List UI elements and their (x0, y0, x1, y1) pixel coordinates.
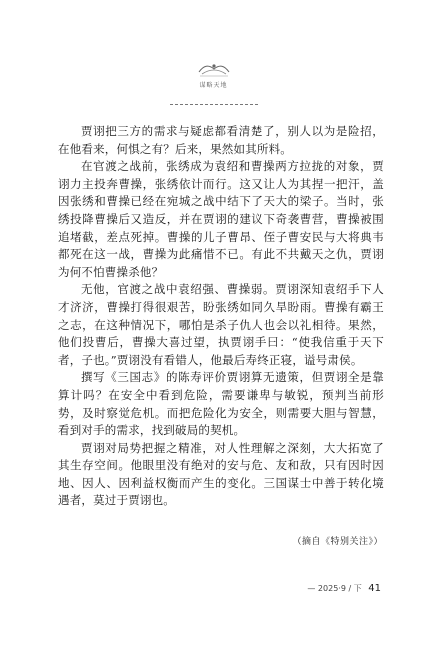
column-logo-icon (197, 60, 231, 78)
issue-label: — 2025·9 / 下 (307, 584, 362, 593)
page-header (0, 60, 427, 89)
paragraph: 撰写《三国志》的陈寿评价贾诩算无遗策，但贾诩全是靠算计吗？在安全中看到危险，需要谦卑与敏锐，预判当前形势，及时察觉危机。而把危险化为安全，则需要大胆与智慧，看到对手的需求，找到破局的契机。 (58, 370, 384, 438)
page-number: 41 (368, 583, 381, 594)
paragraph: 贾诩把三方的需求与疑虑都看清楚了，别人以为是险招，在他看来，何惧之有？后来，果然如其所料。 (58, 124, 384, 156)
page-footer (307, 583, 381, 594)
paragraph: 贾诩对局势把握之精准，对人性理解之深刻，大大拓宽了其生存空间。他眼里没有绝对的安与危、友和敌，只有因时因地、因人、因利益权衡而产生的变化。三国谋士中善于转化境遇者，莫过于贾诩也。 (58, 440, 384, 508)
header-divider (170, 104, 258, 105)
source-citation: （摘自《特别关注》） (292, 537, 383, 547)
column-title: 谋略天地 (199, 82, 228, 89)
paragraph: 无他，官渡之战中袁绍强、曹操弱。贾诩深知袁绍手下人才济济，曹操打得很艰苦，盼张绣如同久旱盼雨。曹操有霸王之志，在这种情况下，哪怕是杀子仇人也会以礼相待。果然，他们投曹后，曹操大喜过望，执贾诩手曰：“使我信重于天下者，子也。”贾诩没有看错人，他最后寿终正寝，谥号肃侯。 (58, 282, 384, 367)
article-body (58, 123, 384, 510)
paragraph: 在官渡之战前，张绣成为袁绍和曹操两方拉拢的对象，贾诩力主投奔曹操，张绣依计而行。这又让人为其捏一把汗，盖因张绣和曹操已经在宛城之战中结下了天大的梁子。当时，张绣投降曹操后又造反，并在贾诩的建议下奇袭曹营，曹操被围追堵截，差点死掉。曹操的儿子曹昂、侄子曹安民与大将典韦都死在这一战，曹操为此痛惜不已。有此不共戴天之仇，贾诩为何不怕曹操杀他？ (58, 159, 384, 279)
